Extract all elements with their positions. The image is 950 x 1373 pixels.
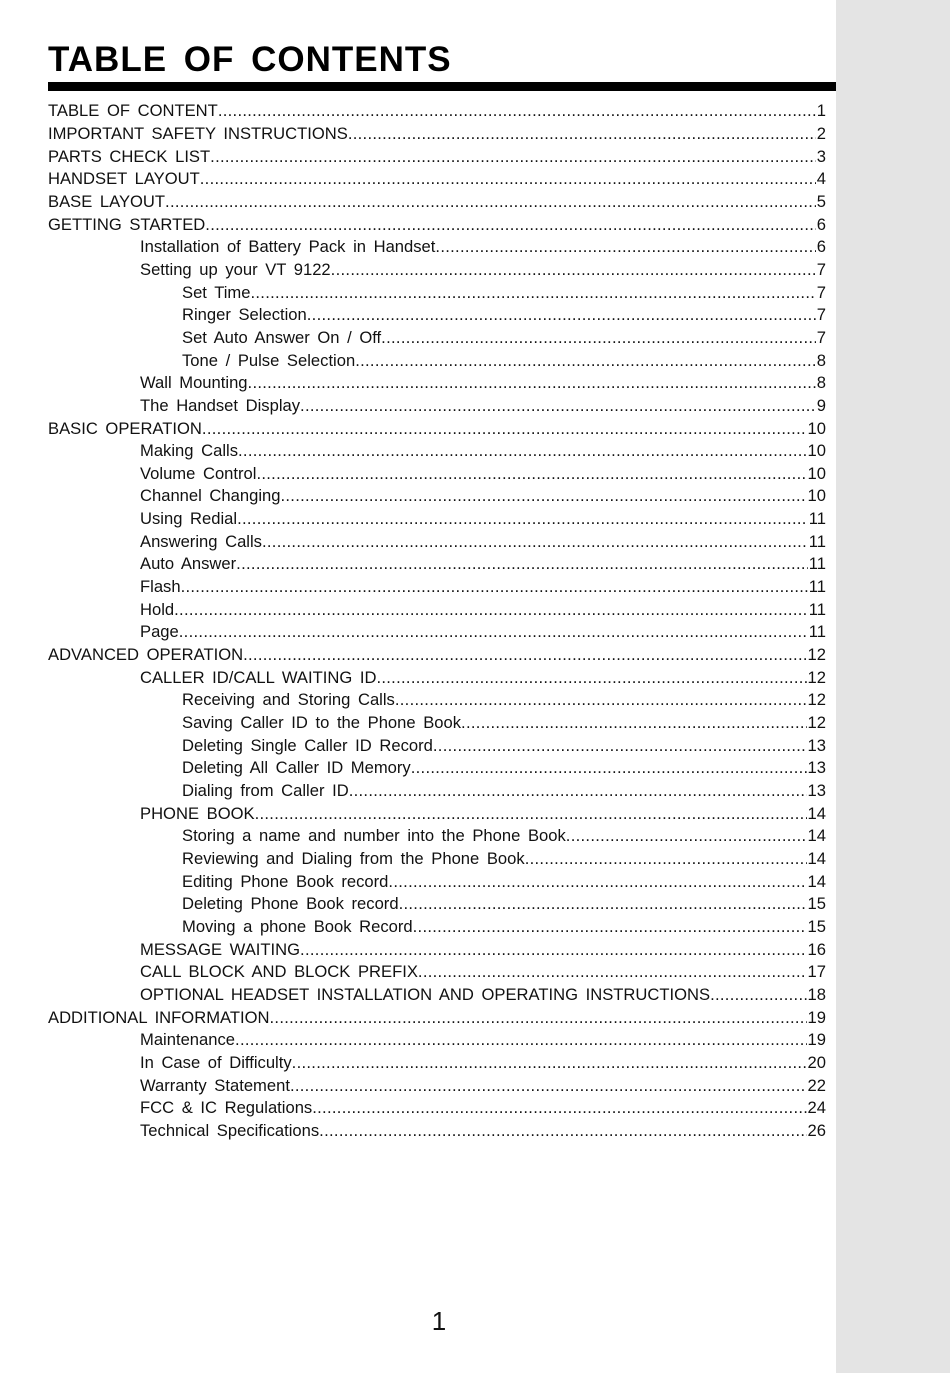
toc-entry[interactable]: [0, 463, 826, 486]
toc-entry-page-number: 19: [807, 1007, 826, 1027]
toc-entry[interactable]: [0, 530, 826, 553]
toc-entry[interactable]: [0, 485, 826, 508]
toc-entry-page-number: 3: [816, 146, 826, 166]
toc-entry-title: PARTS CHECK LIST: [48, 146, 211, 166]
dot-leader: [280, 486, 806, 506]
dot-leader: [395, 690, 807, 710]
toc-entry-title: Editing Phone Book record: [182, 871, 389, 891]
toc-entry-title: Wall Mounting: [140, 373, 248, 393]
dot-leader: [270, 1008, 807, 1028]
toc-entry[interactable]: [0, 893, 826, 916]
toc-entry-page-number: 15: [807, 916, 826, 936]
toc-entry-title: HANDSET LAYOUT: [48, 169, 200, 189]
dot-leader: [411, 758, 807, 778]
dot-leader: [307, 305, 816, 325]
toc-entry[interactable]: [0, 734, 826, 757]
toc-entry-title: IMPORTANT SAFETY INSTRUCTIONS: [48, 123, 348, 143]
toc-entry-title: The Handset Display: [140, 395, 301, 415]
toc-entry-title: GETTING STARTED: [48, 214, 206, 234]
dot-leader: [461, 713, 806, 733]
toc-entry[interactable]: [0, 191, 826, 214]
toc-entry-page-number: 10: [807, 418, 826, 438]
dot-leader: [250, 283, 815, 303]
dot-leader: [243, 645, 806, 665]
dot-leader: [355, 351, 816, 371]
toc-entry[interactable]: [0, 621, 826, 644]
toc-entry-page-number: 10: [807, 441, 826, 461]
toc-entry-page-number: 11: [808, 599, 826, 619]
toc-entry[interactable]: [0, 281, 826, 304]
toc-entry-title: ADDITIONAL INFORMATION: [48, 1007, 270, 1027]
dot-leader: [300, 940, 806, 960]
dot-leader: [710, 985, 806, 1005]
toc-entry-page-number: 26: [807, 1120, 826, 1140]
toc-entry-page-number: 4: [816, 169, 826, 189]
dot-leader: [566, 826, 807, 846]
toc-entry-page-number: 13: [807, 781, 826, 801]
toc-entry[interactable]: [0, 508, 826, 531]
dot-leader: [319, 1121, 806, 1141]
toc-entry-title: FCC & IC Regulations: [140, 1098, 313, 1118]
toc-entry[interactable]: [0, 349, 826, 372]
toc-entry[interactable]: [0, 757, 826, 780]
toc-entry[interactable]: [0, 213, 826, 236]
toc-entry-page-number: 7: [816, 259, 826, 279]
toc-entry-title: In Case of Difficulty: [140, 1052, 292, 1072]
toc-entry-page-number: 7: [816, 305, 826, 325]
dot-leader: [255, 804, 807, 824]
dot-leader: [202, 419, 807, 439]
toc-entry[interactable]: [0, 712, 826, 735]
toc-entry[interactable]: [0, 870, 826, 893]
toc-entry-page-number: 12: [807, 690, 826, 710]
dot-leader: [210, 147, 816, 167]
toc-entry[interactable]: [0, 327, 826, 350]
toc-entry-title: Making Calls: [140, 441, 238, 461]
toc-entry[interactable]: [0, 916, 826, 939]
toc-entry-title: Tone / Pulse Selection: [182, 350, 356, 370]
dot-leader: [399, 894, 807, 914]
toc-entry-page-number: 19: [807, 1030, 826, 1050]
toc-entry-page-number: 7: [816, 327, 826, 347]
toc-entry-page-number: 22: [807, 1075, 826, 1095]
toc-entry-title: Ringer Selection: [182, 305, 307, 325]
title-rule: [48, 82, 836, 91]
dot-leader: [331, 260, 816, 280]
dot-leader: [525, 849, 807, 869]
toc-entry[interactable]: [0, 825, 826, 848]
dot-leader: [256, 464, 806, 484]
toc-entry-title: Moving a phone Book Record: [182, 916, 413, 936]
toc-entry-title: Set Auto Answer On / Off: [182, 327, 382, 347]
toc-entry-title: Set Time: [182, 282, 251, 302]
toc-entry-title: Channel Changing: [140, 486, 281, 506]
toc-entry[interactable]: [0, 1029, 826, 1052]
toc-entry-title: CALLER ID/CALL WAITING ID: [140, 667, 377, 687]
toc-entry-title: BASIC OPERATION: [48, 418, 202, 438]
toc-entry-page-number: 11: [808, 531, 826, 551]
toc-entry-title: Answering Calls: [140, 531, 262, 551]
toc-entry-title: Flash: [140, 577, 181, 597]
toc-entry[interactable]: [0, 395, 826, 418]
toc-entry-page-number: 10: [807, 486, 826, 506]
toc-entry-title: Volume Control: [140, 463, 257, 483]
dot-leader: [388, 872, 806, 892]
toc-entry-title: Setting up your VT 9122: [140, 259, 331, 279]
toc-entry-title: TABLE OF CONTENT: [48, 101, 218, 121]
toc-entry-title: ADVANCED OPERATION: [48, 645, 244, 665]
toc-entry-title: Storing a name and number into the Phone Book: [182, 826, 566, 846]
toc-entry[interactable]: [0, 1074, 826, 1097]
toc-entry-page-number: 13: [807, 758, 826, 778]
toc-entry[interactable]: [0, 780, 826, 803]
toc-entry-title: Deleting Phone Book record: [182, 894, 399, 914]
toc-entry[interactable]: [0, 440, 826, 463]
toc-entry[interactable]: [0, 123, 826, 146]
toc-entry-page-number: 8: [816, 373, 826, 393]
toc-entry-title: OPTIONAL HEADSET INSTALLATION AND OPERATING INSTRUCTIONS: [140, 984, 711, 1004]
toc-entry[interactable]: [0, 168, 826, 191]
toc-entry-page-number: 2: [816, 123, 826, 143]
dot-leader: [181, 577, 808, 597]
toc-entry-page-number: 20: [807, 1052, 826, 1072]
toc-entry-title: Technical Specifications: [140, 1120, 320, 1140]
toc-entry[interactable]: [0, 802, 826, 825]
toc-entry-title: Page: [140, 622, 179, 642]
toc-entry-title: Maintenance: [140, 1030, 236, 1050]
toc-entry-page-number: 9: [816, 395, 826, 415]
dot-leader: [248, 373, 816, 393]
dot-leader: [200, 169, 816, 189]
toc-entry-title: CALL BLOCK AND BLOCK PREFIX: [140, 962, 418, 982]
toc-entry[interactable]: [0, 938, 826, 961]
toc-entry-page-number: 13: [807, 735, 826, 755]
dot-leader: [238, 441, 807, 461]
toc-entry-page-number: 10: [807, 463, 826, 483]
dot-leader: [349, 781, 807, 801]
toc-entry-title: Saving Caller ID to the Phone Book: [182, 713, 462, 733]
dot-leader: [262, 532, 808, 552]
toc-entry-title: Deleting Single Caller ID Record: [182, 735, 433, 755]
toc-entry[interactable]: [0, 259, 826, 282]
toc-entry-title: MESSAGE WAITING: [140, 939, 301, 959]
toc-entry[interactable]: [0, 145, 826, 168]
toc-entry-page-number: 6: [816, 237, 826, 257]
dot-leader: [174, 600, 808, 620]
dot-leader: [433, 736, 807, 756]
toc-entry-title: Reviewing and Dialing from the Phone Book: [182, 848, 525, 868]
toc-entry-page-number: 12: [807, 645, 826, 665]
dot-leader: [381, 328, 816, 348]
toc-entry[interactable]: [0, 848, 826, 871]
toc-entry-page-number: 24: [807, 1098, 826, 1118]
page-side-band: [836, 0, 950, 1373]
toc-entry[interactable]: [0, 598, 826, 621]
toc-entry-title: Receiving and Storing Calls: [182, 690, 395, 710]
toc-entry-page-number: 6: [816, 214, 826, 234]
dot-leader: [165, 192, 816, 212]
page-title: TABLE OF CONTENTS: [48, 40, 452, 79]
dot-leader: [348, 124, 816, 144]
toc-entry[interactable]: [0, 666, 826, 689]
toc-entry-page-number: 18: [807, 984, 826, 1004]
dot-leader: [290, 1076, 807, 1096]
toc-entry-title: BASE LAYOUT: [48, 191, 166, 211]
toc-entry-page-number: 14: [807, 826, 826, 846]
toc-entry-title: Deleting All Caller ID Memory: [182, 758, 411, 778]
toc-entry-page-number: 15: [807, 894, 826, 914]
toc-entry-page-number: 5: [816, 191, 826, 211]
toc-entry[interactable]: [0, 100, 826, 123]
toc-entry-title: Auto Answer: [140, 554, 237, 574]
page-number: 1: [431, 1306, 447, 1336]
dot-leader: [292, 1053, 807, 1073]
toc-entry-page-number: 11: [808, 509, 826, 529]
toc-entry-page-number: 14: [807, 871, 826, 891]
toc-entry[interactable]: [0, 984, 826, 1007]
toc-entry-title: Using Redial: [140, 509, 238, 529]
toc-entry-page-number: 8: [816, 350, 826, 370]
dot-leader: [237, 509, 808, 529]
toc-entry-title: Installation of Battery Pack in Handset: [140, 237, 436, 257]
dot-leader: [376, 668, 806, 688]
toc-entry-page-number: 16: [807, 939, 826, 959]
toc-entry-page-number: 11: [808, 622, 826, 642]
toc-entry-page-number: 17: [807, 962, 826, 982]
dot-leader: [435, 237, 815, 257]
toc-entry-title: Warranty Statement: [140, 1075, 290, 1095]
toc-entry[interactable]: [0, 644, 826, 667]
toc-entry-page-number: 11: [808, 577, 826, 597]
toc-entry-page-number: 12: [807, 713, 826, 733]
toc-entry[interactable]: [0, 304, 826, 327]
toc-entry[interactable]: [0, 1120, 826, 1143]
toc-entry[interactable]: [0, 576, 826, 599]
dot-leader: [235, 1030, 807, 1050]
dot-leader: [179, 622, 808, 642]
dot-leader: [413, 917, 807, 937]
dot-leader: [418, 962, 807, 982]
toc-entry-title: Dialing from Caller ID: [182, 781, 349, 801]
dot-leader: [236, 554, 808, 574]
dot-leader: [205, 215, 815, 235]
toc-entry[interactable]: [0, 1097, 826, 1120]
toc-entry[interactable]: [0, 553, 826, 576]
toc-entry[interactable]: [0, 961, 826, 984]
toc-entry-page-number: 7: [816, 282, 826, 302]
toc-entry[interactable]: [0, 372, 826, 395]
toc-entry-page-number: 14: [807, 848, 826, 868]
toc-entry[interactable]: [0, 236, 826, 259]
toc-entry[interactable]: [0, 1006, 826, 1029]
toc-entry-page-number: 1: [816, 101, 826, 121]
dot-leader: [300, 396, 816, 416]
toc-entry-page-number: 14: [807, 803, 826, 823]
dot-leader: [218, 101, 816, 121]
toc-entry[interactable]: [0, 417, 826, 440]
toc-entry-title: Hold: [140, 599, 175, 619]
toc-entry[interactable]: [0, 689, 826, 712]
table-of-contents-list: [0, 100, 836, 1142]
toc-entry[interactable]: [0, 1052, 826, 1075]
toc-entry-page-number: 11: [808, 554, 826, 574]
toc-entry-title: PHONE BOOK: [140, 803, 255, 823]
dot-leader: [312, 1098, 806, 1118]
toc-entry-page-number: 12: [807, 667, 826, 687]
